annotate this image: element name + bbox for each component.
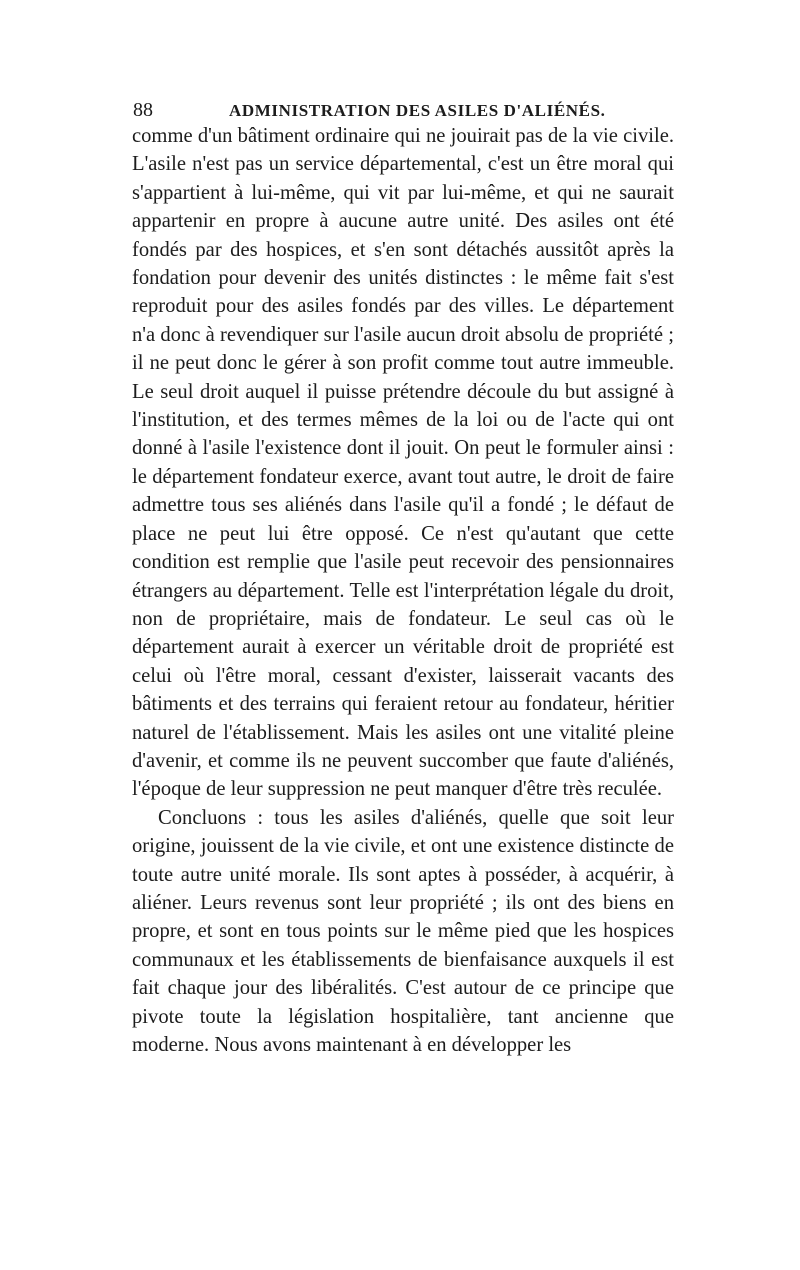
paragraph-conclusion: Concluons : tous les asiles d'aliénés, quelle que soit leur origine, jouissent de la vie civile, et ont une existence distincte de toute autre unité morale. Ils sont aptes à posséder, à acquérir, à aliéner. Leurs revenus sont leur propriété ; ils ont des biens en propre, et sont en tous points sur le même pied que les hospices communaux et les établissements de bienfaisance auxquels il est fait chaque jour des libéralités. C'est autour de ce principe que pivote toute la législation hospitalière, tant ancienne que moderne. Nous avons maintenant à en développer les: [132, 806, 674, 1056]
running-head: [133, 97, 673, 125]
paragraph-continuation: comme d'un bâtiment ordinaire qui ne jouirait pas de la vie civile. L'asile n'est pas un service départemental, c'est un être moral qui s'appartient à lui-même, qui vit par lui-même, et qui ne saurait appartenir en propre à aucune autre unité. Des asiles ont été fondés par des hospices, et s'en sont détachés aussitôt après la fondation pour devenir des unités distinctes : le même fait s'est reproduit pour des asiles fondés par des villes. Le département n'a donc à revendiquer sur l'asile aucun droit absolu de propriété ; il ne peut donc le gérer à son profit comme tout autre immeuble. Le seul droit auquel il puisse prétendre découle du but assigné à l'institution, et des termes mêmes de la loi ou de l'acte qui ont donné à l'asile l'existence dont il jouit. On peut le formuler ainsi : le département fondateur exerce, avant tout autre, le droit de faire admettre tous ses aliénés dans l'asile qu'il a fondé ; le défaut de place ne peut lui être opposé. Ce n'est qu'autant que cette condition est remplie que l'asile peut recevoir des pensionnaires étrangers au département. Telle est l'interprétation légale du droit, non de propriétaire, mais de fondateur. Le seul cas où le département aurait à exercer un véritable droit de propriété est celui où l'être moral, cessant d'exister, laisserait vacants des bâtiments et des terrains qui feraient retour au fondateur, héritier naturel de l'établissement. Mais les asiles ont une vitalité pleine d'avenir, et comme ils ne peuvent succomber que faute d'aliénés, l'époque de leur suppression ne peut manquer d'être très reculée.: [132, 125, 674, 801]
page-number: 88: [133, 99, 153, 121]
body-text: [132, 122, 674, 1059]
running-title: ADMINISTRATION DES ASILES D'ALIÉNÉS.: [229, 101, 606, 120]
